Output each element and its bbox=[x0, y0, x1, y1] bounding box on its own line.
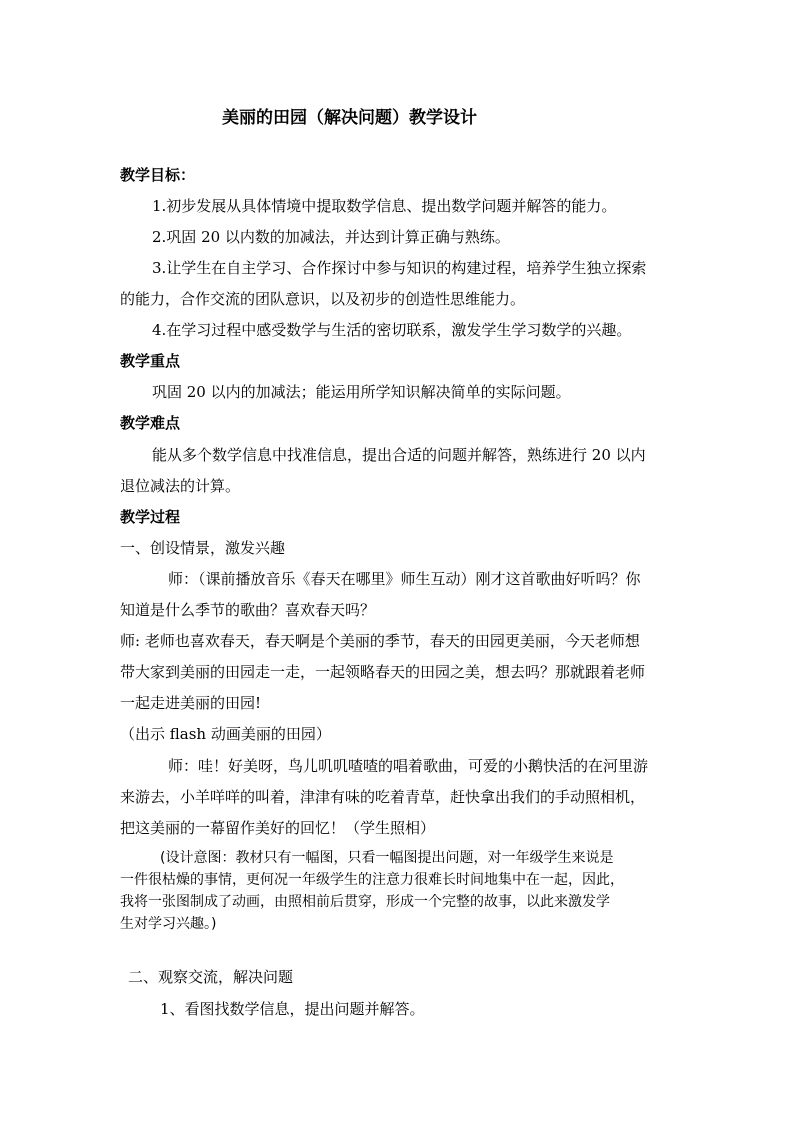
paragraph-2-line-3: 一起走进美丽的田园! bbox=[120, 694, 262, 712]
paragraph-2-line-1: 师: 老师也喜欢春天，春天啊是个美丽的季节，春天的田园更美丽，今天老师想 bbox=[120, 632, 640, 650]
difficulties-line-1: 能从多个数学信息中找准信息，提出合适的问题并解答，熟练进行 20 以内 bbox=[152, 446, 646, 464]
paragraph-1-line-1: 师：（课前播放音乐《春天在哪里》师生互动）刚才这首歌曲好听吗？你 bbox=[168, 570, 641, 588]
page-title: 美丽的田园（解决问题）教学设计 bbox=[222, 108, 477, 128]
key-points-text: 巩固 20 以内的加减法；能运用所学知识解决简单的实际问题。 bbox=[152, 383, 571, 401]
paragraph-4-line-1: 师：哇！好美呀，鸟儿叽叽喳喳的唱着歌曲，可爱的小鹅快活的在河里游 bbox=[168, 757, 649, 775]
key-points-heading: 教学重点 bbox=[120, 352, 181, 370]
design-note-line-1: (设计意图：教材只有一幅图，只看一幅图提出问题，对一年级学生来说是 bbox=[160, 850, 614, 866]
goal-item-2: 2.巩固 20 以内数的加减法，并达到计算正确与熟练。 bbox=[152, 228, 510, 246]
goal-item-1: 1.初步发展从具体情境中提取数学信息、提出数学问题并解答的能力。 bbox=[152, 197, 617, 215]
paragraph-4-line-3: 把这美丽的一幕留作美好的回忆！（学生照相） bbox=[120, 819, 436, 837]
section-2-item-1: 1、看图找数学信息，提出问题并解答。 bbox=[160, 1000, 425, 1018]
design-note-line-4: 生对学习兴趣。) bbox=[120, 916, 217, 932]
paragraph-2-line-2: 带大家到美丽的田园走一走，一起领略春天的田园之美，想去吗？那就跟着老师 bbox=[120, 663, 646, 681]
process-heading: 教学过程 bbox=[120, 508, 181, 526]
section-1-title: 一、创设情景，激发兴趣 bbox=[120, 539, 286, 557]
paragraph-4-line-2: 来游去，小羊咩咩的叫着，津津有味的吃着青草，赶快拿出我们的手动照相机， bbox=[120, 788, 646, 806]
goal-item-3-line-1: 3.让学生在自主学习、合作探讨中参与知识的构建过程，培养学生独立探索 bbox=[152, 259, 647, 277]
goal-item-3-line-2: 的能力，合作交流的团队意识，以及初步的创造性思维能力。 bbox=[120, 290, 526, 308]
design-note-line-2: 一件很枯燥的事情，更何况一年级学生的注意力很难长时间地集中在一起，因此， bbox=[120, 872, 624, 888]
difficulties-line-2: 退位减法的计算。 bbox=[120, 477, 241, 495]
paragraph-1-line-2: 知道是什么季节的歌曲？喜欢春天吗？ bbox=[120, 601, 376, 619]
paragraph-3: （出示 flash 动画美丽的田园） bbox=[120, 725, 331, 743]
design-note-line-3: 我将一张图制成了动画，由照相前后贯穿，形成一个完整的故事，以此来激发学 bbox=[120, 894, 610, 910]
difficulties-heading: 教学难点 bbox=[120, 414, 181, 432]
section-2-title: 二、观察交流，解决问题 bbox=[128, 968, 294, 986]
goals-heading: 教学目标： bbox=[120, 166, 196, 184]
goal-item-4: 4.在学习过程中感受数学与生活的密切联系，激发学生学习数学的兴趣。 bbox=[152, 321, 632, 339]
